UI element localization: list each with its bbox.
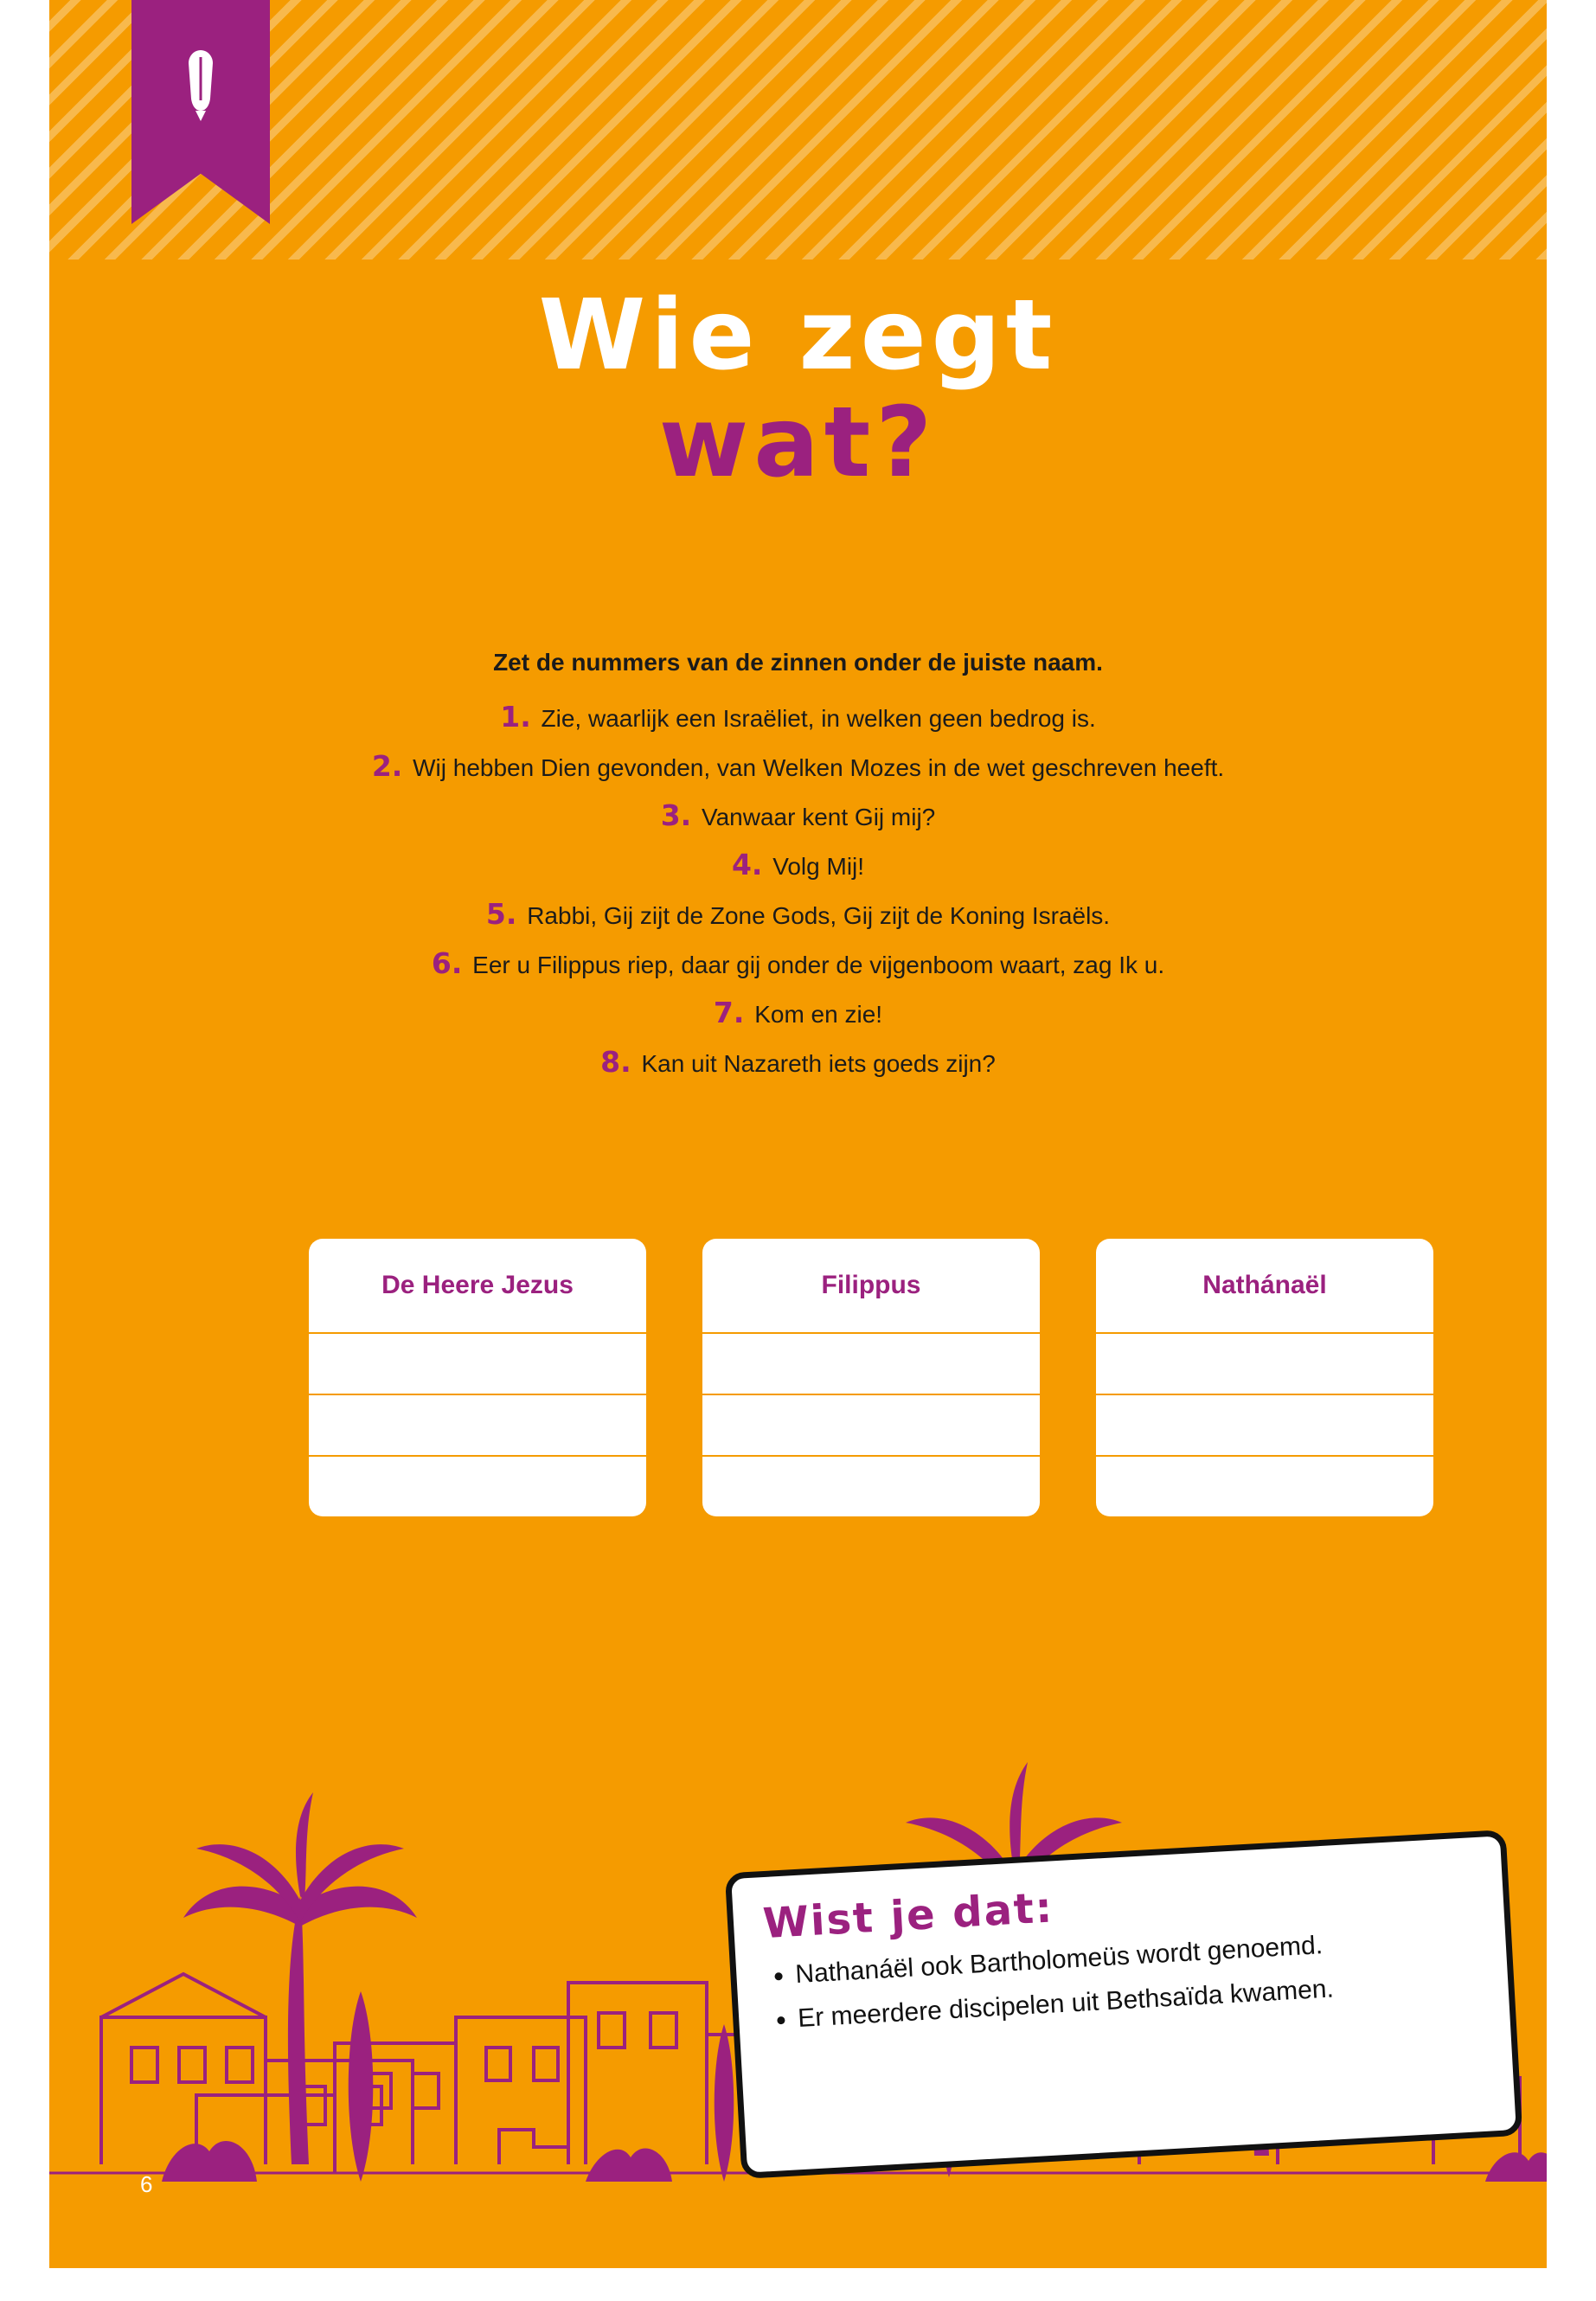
did-you-know-title: Wist je dat: bbox=[761, 1883, 1055, 1949]
sentence-text: Wij hebben Dien gevonden, van Welken Mozes in de wet geschreven heeft. bbox=[413, 754, 1225, 781]
list-item bbox=[49, 700, 1547, 734]
title-line-2: wat? bbox=[658, 386, 938, 499]
answer-box-header: Filippus bbox=[702, 1239, 1040, 1334]
list-item bbox=[49, 749, 1547, 783]
sentence-text: Volg Mij! bbox=[772, 853, 865, 880]
list-item bbox=[49, 897, 1547, 931]
sentence-text: Vanwaar kent Gij mij? bbox=[702, 804, 936, 830]
answer-box-header: Nathánaël bbox=[1096, 1239, 1433, 1334]
answer-line[interactable] bbox=[702, 1395, 1040, 1457]
instruction-text: Zet de nummers van de zinnen onder de juiste naam. bbox=[493, 649, 1103, 676]
answer-line[interactable] bbox=[309, 1334, 646, 1395]
answer-line[interactable] bbox=[309, 1395, 646, 1457]
sentence-number: 2. bbox=[371, 749, 403, 783]
sentence-number: 5. bbox=[485, 897, 517, 931]
list-item bbox=[49, 998, 1547, 1027]
diagonal-hatch-pattern bbox=[49, 0, 1547, 260]
sentence-text: Kan uit Nazareth iets goeds zijn? bbox=[641, 1050, 996, 1077]
title-line-1: Wie zegt bbox=[538, 279, 1058, 392]
answer-box-jezus[interactable] bbox=[309, 1239, 646, 1516]
answer-line[interactable] bbox=[702, 1457, 1040, 1516]
did-you-know-bubble bbox=[725, 1830, 1522, 2179]
sentence-number: 4. bbox=[731, 848, 763, 881]
answer-line[interactable] bbox=[1096, 1457, 1433, 1516]
answer-line[interactable] bbox=[1096, 1395, 1433, 1457]
list-item bbox=[49, 946, 1547, 980]
list-item: • Nathanáël ook Bartholomeüs wordt genoemd. bbox=[794, 1917, 1477, 1995]
answer-box-header: De Heere Jezus bbox=[309, 1239, 646, 1334]
sentence-number: 6. bbox=[431, 946, 463, 980]
list-item: • Er meerdere discipelen uit Bethsaïda kwamen. bbox=[797, 1961, 1479, 2039]
list-item bbox=[49, 850, 1547, 879]
sentence-number: 1. bbox=[500, 700, 531, 734]
sentence-text: Eer u Filippus riep, daar gij onder de vijgenboom waart, zag Ik u. bbox=[472, 952, 1165, 978]
answer-box-nathanael[interactable] bbox=[1096, 1239, 1433, 1516]
sentence-text: Kom en zie! bbox=[754, 1001, 883, 1028]
list-item bbox=[49, 1045, 1547, 1079]
page-title bbox=[49, 279, 1547, 499]
sentence-text: Rabbi, Gij zijt de Zone Gods, Gij zijt de Koning Israëls. bbox=[527, 902, 1111, 929]
sentence-number: 7. bbox=[713, 996, 745, 1029]
answer-box-filippus[interactable] bbox=[702, 1239, 1040, 1516]
answer-line[interactable] bbox=[702, 1334, 1040, 1395]
orange-panel bbox=[49, 0, 1547, 2268]
page-number: 6 bbox=[140, 2171, 153, 2197]
sentence-text: Zie, waarlijk een Israëliet, in welken geen bedrog is. bbox=[541, 705, 1096, 732]
sentence-number: 3. bbox=[660, 798, 692, 832]
answer-line[interactable] bbox=[1096, 1334, 1433, 1395]
sentence-number: 8. bbox=[600, 1045, 631, 1079]
pen-icon bbox=[181, 48, 221, 127]
list-item bbox=[49, 798, 1547, 832]
sentence-list bbox=[49, 702, 1547, 1097]
answer-boxes bbox=[309, 1239, 1433, 1516]
answer-line[interactable] bbox=[309, 1457, 646, 1516]
